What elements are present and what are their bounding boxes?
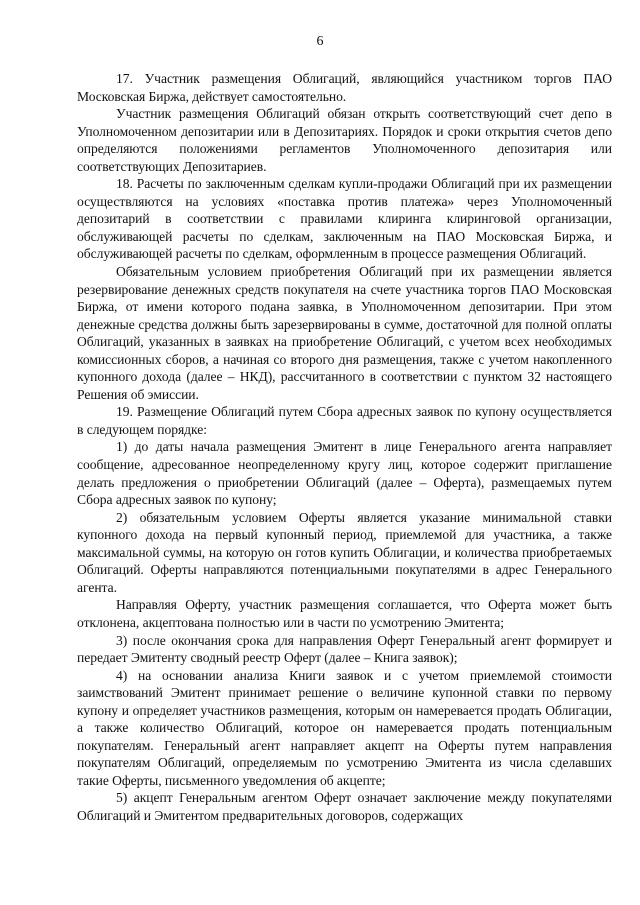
list-item-2: 2) обязательным условием Оферты является указание минимальной ставки купонного дохода на первый купонный период, приемлемой для участника, а также максимальной суммы, на которую он готов купить Облигации, и количества приобретаемых Облигаций. Оферты направляются потенциальными покупателями в адрес Генерального агента. <box>77 509 612 595</box>
list-item-5: 5) акцепт Генеральным агентом Оферт означает заключение между покупателями Облигаций и Эмитентом предварительных договоров, содержащих <box>77 790 612 823</box>
paragraph-17: 17. Участник размещения Облигаций, являющийся участником торгов ПАО Московская Биржа, действует самостоятельно. <box>77 71 612 104</box>
page-number: 6 <box>316 34 324 49</box>
list-item-4: 4) на основании анализа Книги заявок и с учетом приемлемой стоимости заимствований Эмитент принимает решение о величине купонной ставки по первому купону и определяет участников размещения, которым он намеревается продать Облигации, а также количество Облигаций, которое он намеревается продать потенциальным покупателям. Генеральный агент направляет акцепт на Оферты путем направления покупателям Облигаций, определяемым по усмотрению Эмитента из числа сделавших такие Оферты, письменного уведомления об акцепте; <box>77 667 612 788</box>
paragraph-offer-consent: Направляя Оферту, участник размещения соглашается, что Оферта может быть отклонена, акцептована полностью или в части по усмотрению Эмитента; <box>77 597 612 630</box>
paragraph-19: 19. Размещение Облигаций путем Сбора адресных заявок по купону осуществляется в следующем порядке: <box>77 404 612 437</box>
list-item-1: 1) до даты начала размещения Эмитент в лице Генерального агента направляет сообщение, адресованное неопределенному кругу лиц, которое содержит приглашение делать предложения о приобретении Облигаций (далее – Оферта), размещаемых путем Сбора адресных заявок по купону; <box>77 439 612 508</box>
paragraph-depo-account: Участник размещения Облигаций обязан открыть соответствующий счет депо в Уполномоченном депозитарии или в Депозитариях. Порядок и сроки открытия счетов депо определяются положениями регламентов Уполномоченного депозитария или соответствующих Депозитариев. <box>77 106 612 174</box>
paragraph-reservation-condition: Обязательным условием приобретения Облигаций при их размещении является резервирование денежных средств покупателя на счете участника торгов ПАО Московская Биржа, от имени которого подана заявка, в Уполномоченном депозитарии. При этом денежные средства должны быть зарезервированы в сумме, достаточной для полной оплаты Облигаций, указанных в заявках на приобретение Облигаций, с учетом всех необходимых комиссионных сборов, а начиная со второго дня размещения, также с учетом накопленного купонного дохода (далее – НКД), рассчитанного в соответствии с пунктом 32 настоящего Решения об эмиссии. <box>77 264 612 402</box>
paragraph-18: 18. Расчеты по заключенным сделкам купли-продажи Облигаций при их размещении осуществляются на условиях «поставка против платежа» через Уполномоченный депозитарий в соответствии с правилами клиринга клиринговой организации, обслуживающей расчеты по сделкам, заключенным на ПАО Московская Биржа, и обслуживающей расчеты по сделкам, оформленным в процессе размещения Облигаций. <box>77 176 612 262</box>
page-body <box>77 70 612 825</box>
list-item-3: 3) после окончания срока для направления Оферт Генеральный агент формирует и передает Эмитенту сводный реестр Оферт (далее – Книга заявок); <box>77 632 612 666</box>
